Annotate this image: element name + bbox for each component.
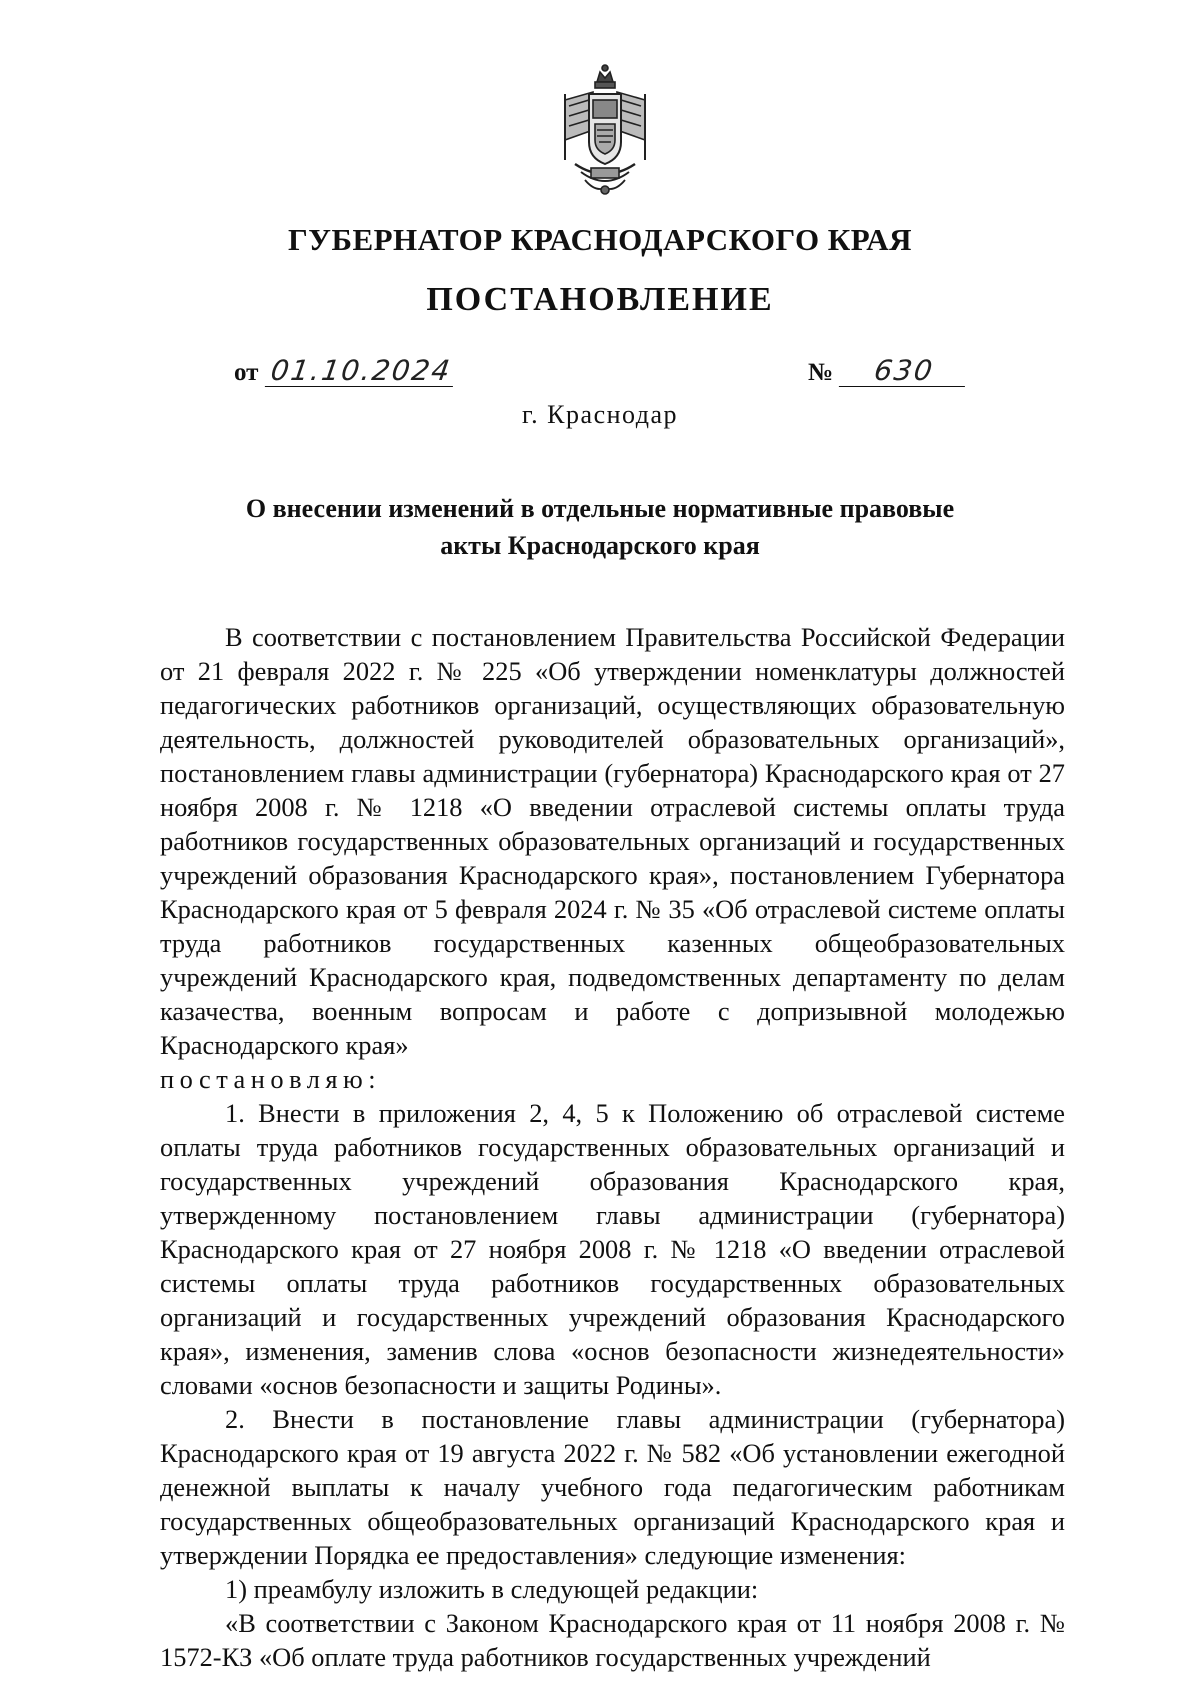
date-label: от [234,359,259,386]
document-date [234,356,455,387]
quoted-text-paragraph: «В соответствии с Законом Краснодарского края от 11 ноября 2008 г. № 1572-КЗ «Об оплате труда работников государственных учреждений [160,1608,1065,1672]
subject-line-2: акты Краснодарского края [440,531,760,560]
preamble-paragraph: В соответствии с постановлением Правительства Российской Федерации от 21 февраля 2022 г. № 225 «Об утверждении номенклатуры должностей педагогических работников организаций, осуществляющих образовательную деятельность, должностей руководителей образовательных организаций», постановлением главы администрации (губернатора) Краснодарского края от 27 ноября 2008 г. № 1218 «О введении отраслевой системы оплаты труда работников государственных образовательных организаций и государственных учреждений образования Краснодарского края», постановлением Губернатора Краснодарского края от 5 февраля 2024 г. № 35 «Об отраслевой системе оплаты труда работников государственных казенных общеобразовательных учреждений Краснодарского края, подведомственных департаменту по делам казачества, военным вопросам и работе с допризывной молодежью Краснодарского края» [160,622,1065,1060]
document-body [160,620,1065,1674]
item-2-subitem-1: 1) преамбулу изложить в следующей редакции: [225,1574,759,1604]
document-number [808,356,967,387]
issuing-authority: ГУБЕРНАТОР КРАСНОДАРСКОГО КРАЯ [287,222,913,257]
city: г. Краснодар [521,400,679,429]
item-1-paragraph: 1. Внести в приложения 2, 4, 5 к Положению об отраслевой системе оплаты труда работников государственных образовательных организаций и государственных учреждений образования Краснодарского края, утвержденному постановлением главы администрации (губернатора) Краснодарского края от 27 ноября 2008 г. № 1218 «О введении отраслевой системы оплаты труда работников государственных образовательных организаций и государственных учреждений образования Краснодарского края», изменения, заменив слова «основ безопасности жизнедеятельности» словами «основ безопасности и защиты Родины». [160,1098,1065,1400]
number-label: № [808,359,834,386]
document-type: ПОСТАНОВЛЕНИЕ [426,281,774,318]
date-value: 01.10.2024 [265,356,458,387]
document-subject [150,490,1050,564]
subject-line-1: О внесении изменений в отдельные нормативные правовые [245,494,955,523]
resolve-word: постановляю: [160,1064,382,1094]
krasnodar-krai-coat-of-arms-icon [545,60,665,200]
item-2-paragraph: 2. Внести в постановление главы администрации (губернатора) Краснодарского края от 19 августа 2022 г. № 582 «Об установлении ежегодной денежной выплаты к началу учебного года педагогическим работникам государственных общеобразовательных организаций Краснодарского края и утверждении Порядка ее предоставления» следующие изменения: [160,1404,1065,1570]
number-value: 630 [839,356,969,387]
